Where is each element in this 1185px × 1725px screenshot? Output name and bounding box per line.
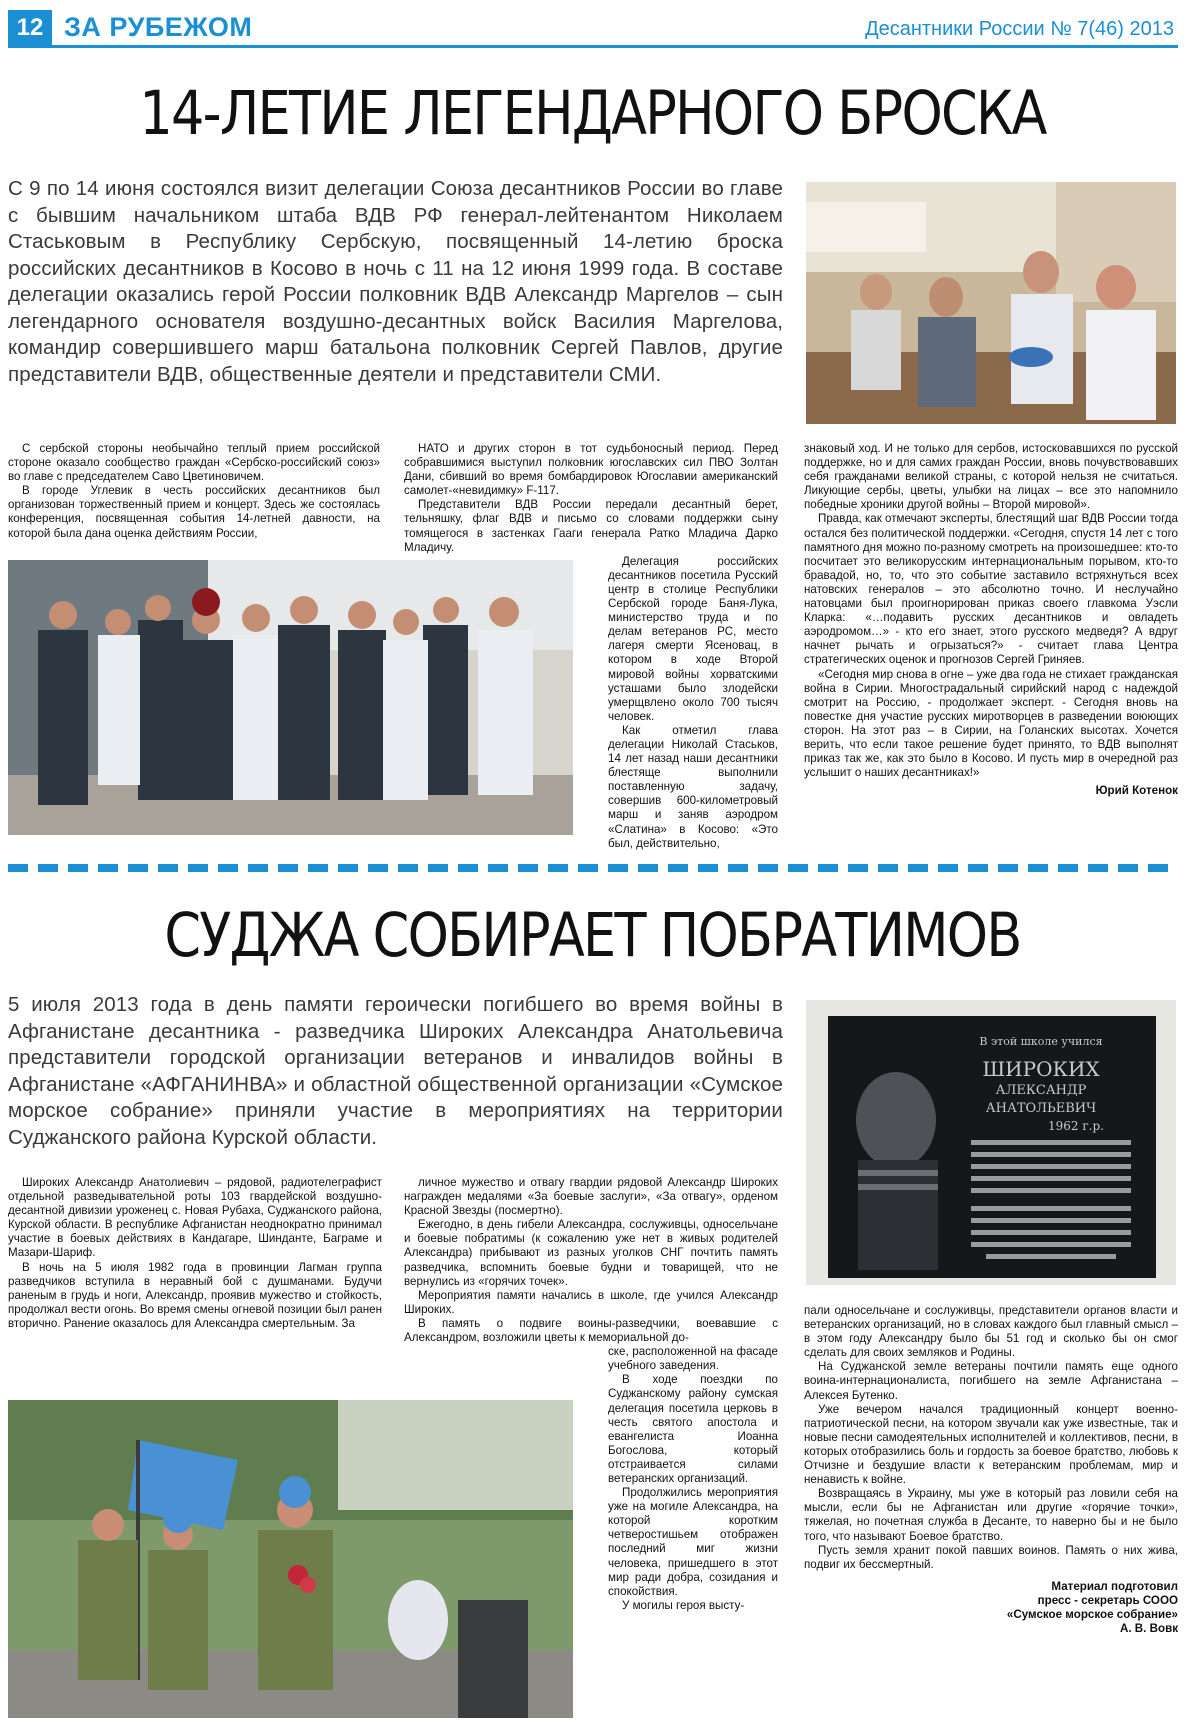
paragraph: В городе Углевик в честь российских десантников был организован торжественный прием и концерт. Здесь же состоялась конференция, посвященная события 14-летней давности, на которой была дана оценка действиям России, [8,484,380,540]
article2-column1 [8,1176,382,1391]
section-divider [8,864,1178,872]
article2-lead: 5 июля 2013 года в день памяти героически погибшего во время войны в Афганистане десантника - разведчика Широких Александра Анатольевича представители городской организации ветеранов и инвалидов войны в Афганистане «АФГАНИНВА» и областной общественной организации «Сумское морское собрание» приняли участие в мероприятиях на территории Суджанского района Курской области. [8,993,783,1149]
paragraph: Возвращаясь в Украину, мы уже в который раз ловили себя на мысли, если бы не Афганистан или другие «горячие точки», тяжелая, но почетная служба в Десанте, то наверно бы и не было того, что называют Боевое братство. [804,1487,1178,1543]
plaque-name-3: АНАТОЛЬЕВИЧ [985,1101,1097,1116]
article2-title: СУДЖА СОБИРАЕТ ПОБРАТИМОВ [164,900,1021,971]
paragraph: Как отметил глава делегации Николай Стаськов, 14 лет назад наши десантники блестяще выполнили поставленную задачу, совершив 600-километровый марш и заняв аэродром «Слатина» в Косово: «Это был, действительно, [608,723,778,850]
paragraph: В память о подвиге воины-разведчики, воевавшие с Александром, возложили цветы к мемориальной до- [404,1316,778,1345]
plaque-name-2: АЛЕКСАНДР [995,1083,1087,1098]
plaque-year: 1962 г.р. [1048,1119,1104,1133]
paragraph: Ежегодно, в день гибели Александра, сослуживцы, односельчане и боевые побратимы (к сожалению уже нет в живых родителей Александра) прибывают из разных уголков СНГ почтить память разведчика, вспомнить боевые будни и товарищей, что не вернулись из «горячих точек». [404,1218,778,1288]
article2-column2 [404,1176,778,1721]
paragraph: Продолжились мероприятия уже на могиле Александра, на которой коротким четверостишьем отображен последний миг жизни человека, пришедшего в этот мир ради добра, созидания и спокойствия. [608,1486,778,1598]
narrow-column [608,555,778,851]
issue-label: Десантники России № 7(46) 2013 [865,18,1174,40]
narrow-column [608,1345,778,1613]
article1-lead: С 9 по 14 июня состоялся визит делегации Союза десантников России во главе с бывшим начальником штаба ВДВ РФ генерал-лейтенантом Николаем Стаськовым в Республику Сербскую, посвященный 14-летию броска российских десантников в Косово в ночь с 11 на 12 июня 1999 года. В составе делегации оказались герой России полковник ВДВ Александр Маргелов – сын легендарного основателя воздушно-десантных войск Василия Маргелова, командир совершившего марш батальона полковник Сергей Павлов, другие представители ВДВ, общественные деятели и представители СМИ. [8,177,783,386]
paragraph: НАТО и других сторон в тот судьбоносный период. Перед собравшимися выступил полковник югославских сил ПВО Золтан Дани, сбивший во время бомбардировок Югославии американский самолет-«невидимку» F-117. [404,442,778,498]
section-title: ЗА РУБЕЖОМ [64,12,253,42]
paragraph: На Суджанской земле ветераны почтили память еще одного воина-интернационалиста, погибшего на земле Афганистана – Алексея Бутенко. [804,1360,1178,1402]
article1-column2 [404,442,778,850]
article1-column3 [804,442,1178,842]
paragraph: В ходе поездки по Суджанскому району сумская делегация посетила церковь в честь святого апостола и евангелиста Иоанна Богослова, который отстраивается силами ветеранских организаций. [608,1373,778,1485]
memorial-plaque-photo [806,1000,1176,1285]
paragraph: ске, расположенной на фасаде учебного заведения. [608,1345,778,1373]
paragraph: Широких Александр Анатолиевич – рядовой, радиотелеграфист отдельной разведывательной роты 103 гвардейской воздушно-десантной дивизии уроженец с. Новая Рубаха, Суджанского района, Курской области. В республике Афганистан неоднократно принимал участие в боевых действиях в Кандагаре, Шинданте, Баграме и Мазари-Шариф. [8,1176,382,1260]
paragraph: Пусть земля хранит покой павших воинов. Память о них жива, подвиг их бессмертный. [804,1543,1178,1571]
paragraph: Мероприятия памяти начались в школе, где учился Александр Широких. [404,1288,778,1316]
paragraph: Представители ВДВ России передали десантный берет, тельняшку, флаг ВДВ и письмо со словами поддержки сыну томящегося в застенках Гааги генерала Ратко Младича Дарко Младичу. [404,498,778,554]
paragraph: «Сегодня мир снова в огне – уже два года не стихает гражданская война в Сирии. Многострадальный сирийский народ с надеждой смотрит на Россию, - продолжает эксперт. - Сегодня вновь на повестке дня участие русских миротворцев в разведении воюющих сторон. На этот раз – в Сирии, на Голанских высотах. Хочется верить, что если такое решение будет принято, то ВДВ выполнят приказ так же, как это было в Косово. И пусть мир в очередной раз услышит о наших десантниках!» [804,667,1178,780]
plaque-name-1: ШИРОКИХ [982,1057,1100,1081]
paragraph: Правда, как отмечают эксперты, блестящий шаг ВДВ России тогда остался без политической поддержки. «Сегодня, спустя 14 лет с того памятного дня можно по-разному смотреть на произошедшее: кто-то посчитает это великорусским интернациональным порывом, кто-то бравадой, но, то, что это событие заставило встряхнуться всех натовских генералов – это абсолютно точно. И неслучайно натовцами был проигнорирован приказ своего главкома Уэсли Кларка: «…подавить русских десантников и овладеть аэродромом…» - кто его знает, этого русского медведя? А вдруг начнет рычать и огрызаться?» - считает глава Центра стратегических оценок и прогнозов Сергей Гриняев. [804,512,1178,667]
author-signature: Юрий Котенок [1095,784,1178,798]
page-number: 12 [8,10,52,46]
author-credit [804,1580,1178,1636]
credit-line: пресс - секретарь СООО [1037,1593,1178,1607]
credit-line: Материал подготовил [1051,1579,1178,1593]
article1-column1 [8,442,380,542]
paragraph: Делегация российских десантников посетила Русский центр в столице Республики Сербской городе Баня-Лука, министерство труда и по делам ветеранов РС, место лагеря смерти Ясеновац, в котором в ходе Второй мировой войны хорватскими усташами было злодейски умерщвлено около 700 тысяч человек. [608,554,778,723]
page-header [8,10,1178,48]
paragraph: личное мужество и отвагу гвардии рядовой Александр Широких награжден медалями «За боевые заслуги», «За отвагу», орденом Красной Звезды (посмертно). [404,1176,778,1218]
paragraph: В ночь на 5 июля 1982 года в провинции Лагман группа разведчиков вступила в неравный бой с душманами. Будучи раненым в грудь и ноги, Александр, проявив мужество и стойкость, продолжал вести огонь. Во время смены огневой позиции был ранен вторично. Ранение оказалось для Александра смертельным. За [8,1260,382,1330]
paragraph: пали односельчане и сослуживцы, представители органов власти и ветеранских организаций, но в словах каждого был главный смысл – в этом году Александру было бы 51 год и сколько бы он смог сделать для своих земляков и Родины. [804,1304,1178,1360]
plaque-top-text: В этой школе учился [979,1035,1103,1048]
paragraph: Уже вечером начался традиционный концерт военно-патриотической песни, на котором звучали как уже известные, так и новые песни самодеятельных исполнителей и коллективов, песни, в которых отобразились боль и гордость за боевое братство, любовь к Отчизне и бездушие власти к ветеранским проблемам, мир и ненависть к войне. [804,1402,1178,1487]
paragraph: У могилы героя высту- [622,1598,745,1612]
credit-line: А. В. Вовк [1119,1621,1178,1635]
paragraph: С сербской стороны необычайно теплый прием российской стороне оказало сообщество граждан «Сербско-российский союз» во главе с председателем Саво Цветиновичем. [8,442,380,484]
article2-column3 [804,1304,1178,1721]
delegation-photo [806,182,1176,424]
credit-line: «Сумское морское собрание» [1006,1607,1178,1621]
article1-title: 14-ЛЕТИЕ ЛЕГЕНДАРНОГО БРОСКА [139,78,1046,149]
paragraph: знаковый ход. И не только для сербов, истосковавшихся по русской поддержке, но и для самих граждан России, вновь почувствовавших себя гражданами великой страны, с которой нельзя не считаться. Ликующие сербы, цветы, улыбки на лицах – все это напомнило победные хроники другой войны – Второй мировой». [804,442,1178,512]
